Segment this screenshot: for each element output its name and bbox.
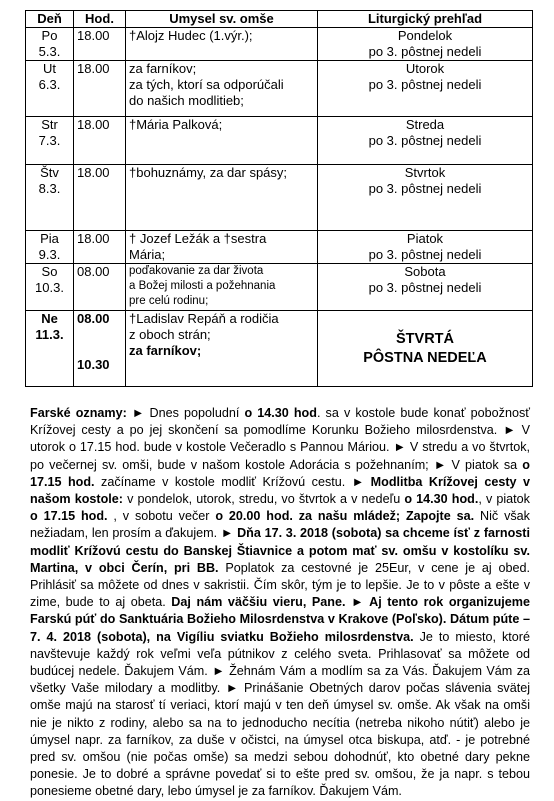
notice-segment: o 20.00 hod. za našu mládež; Zapojte sa. bbox=[215, 509, 475, 524]
day-name: Ne bbox=[41, 311, 58, 326]
intent-line: †bohuznámy, za dar spásy; bbox=[129, 165, 288, 180]
intent-line: za farníkov; bbox=[129, 61, 197, 76]
day-cell bbox=[26, 231, 74, 264]
notice-segment: začíname v kostole modliť Krížovú cestu. ► bbox=[94, 474, 371, 489]
day-cell bbox=[26, 28, 74, 61]
liturgical-day: Utorok bbox=[405, 61, 445, 76]
table-row bbox=[26, 165, 533, 231]
notice-segment: Farské oznamy: bbox=[30, 406, 127, 420]
day-date: 7.3. bbox=[38, 133, 61, 148]
notice-segment: , v piatok bbox=[478, 492, 530, 507]
notice-segment: Dňa 17. 3. 2018 (sobota) sa chceme ísť z farnosti modliť Krížovú cestu do Banskej Štiavnice a potom mať sv. omšu v kostolíku sv. Martina, v obci Čerín, pri BB. bbox=[30, 526, 531, 575]
notice-segment: o 17.15 hod. bbox=[30, 509, 108, 524]
notice-segment: Poplatok za cestovné je 25Eur, v cene je aj obed. Prihlásiť sa môžete od dnes v sakristii. Čím skôr, tým je to lepšie. Je to v pôste a ešte v zime, bude to aj obeta. bbox=[30, 560, 530, 610]
day-date: 5.3. bbox=[38, 44, 61, 59]
intent-cell bbox=[126, 117, 318, 165]
time-cell bbox=[74, 311, 126, 387]
notice-segment: , v sobotu večer bbox=[107, 509, 216, 524]
mass-schedule-table bbox=[25, 10, 533, 387]
intent-line: z oboch strán; bbox=[129, 327, 211, 342]
day-name: So bbox=[41, 264, 58, 279]
day-name: Štv bbox=[40, 165, 59, 180]
intent-line: do našich modlitieb; bbox=[129, 93, 244, 108]
day-name: Str bbox=[41, 117, 58, 132]
time-cell: 08.00 bbox=[74, 264, 126, 311]
notice-segment: . sa v kostole bude konať pobožnosť Krížovej cesty a po jej skončení sa pomodlíme Korunku Božieho milosrdenstva. ► V utorok o 17.15 hod. bude v kostole Večeradlo s Pannou Máriou. ► V stredu a vo štvrtok, po večernej sv. omši, bude v našom kostole Adorácia s požehnaním; ► V piatok sa bbox=[30, 406, 530, 472]
header-intent: Umysel sv. omše bbox=[126, 11, 318, 28]
notice-segment: Nič však nežiadam, len prosím a ďakujem. ► bbox=[30, 509, 530, 541]
intent-cell bbox=[126, 231, 318, 264]
notice-segment: v pondelok, utorok, stredu, vo štvrtok a v nedeľu bbox=[122, 492, 405, 507]
liturgical-cell bbox=[318, 311, 533, 387]
intent-line: za farníkov; bbox=[129, 343, 202, 358]
time-cell: 18.00 bbox=[74, 28, 126, 61]
time-cell: 18.00 bbox=[74, 165, 126, 231]
day-cell bbox=[26, 311, 74, 387]
table-row bbox=[26, 311, 533, 387]
intent-cell bbox=[126, 165, 318, 231]
notice-segment: ► bbox=[345, 595, 370, 610]
liturgical-note: po 3. pôstnej nedeli bbox=[368, 280, 482, 295]
sunday-subtitle: PÔSTNA NEDEĽA bbox=[363, 349, 487, 366]
liturgical-note: po 3. pôstnej nedeli bbox=[368, 77, 482, 92]
liturgical-cell bbox=[318, 165, 533, 231]
parish-announcements bbox=[30, 405, 530, 801]
intent-cell bbox=[126, 311, 318, 387]
day-date: 9.3. bbox=[38, 247, 61, 262]
liturgical-day: Piatok bbox=[406, 231, 444, 246]
table-row bbox=[26, 231, 533, 264]
intent-cell bbox=[126, 264, 318, 311]
sunday-title: ŠTVRTÁ bbox=[396, 330, 454, 347]
header-liturgical: Liturgický prehľad bbox=[318, 11, 533, 28]
notice-segment: o 17.15 hod. bbox=[30, 457, 530, 489]
time-first: 08.00 bbox=[77, 311, 110, 326]
liturgical-day: Pondelok bbox=[397, 28, 453, 43]
intent-line: Mária; bbox=[129, 247, 166, 262]
intent-line: †Ladislav Repáň a rodičia bbox=[129, 311, 279, 326]
intent-cell bbox=[126, 61, 318, 117]
table-row bbox=[26, 61, 533, 117]
table-row bbox=[26, 264, 533, 311]
time-cell: 18.00 bbox=[74, 61, 126, 117]
day-name: Po bbox=[41, 28, 58, 43]
liturgical-note: po 3. pôstnej nedeli bbox=[368, 133, 482, 148]
notice-segment: Aj tento rok organizujeme Farskú púť do Sanktuária Božieho Milosrdenstva v Krakove (Poľsko). Dátum púte – 7. 4. 2018 (sobota), na Vigíliu sviatku Božieho milosrdenstva. bbox=[30, 595, 530, 644]
liturgical-cell bbox=[318, 117, 533, 165]
liturgical-cell bbox=[318, 28, 533, 61]
table-row bbox=[26, 117, 533, 165]
liturgical-note: po 3. pôstnej nedeli bbox=[368, 181, 482, 196]
day-name: Pia bbox=[40, 231, 59, 246]
day-cell bbox=[26, 61, 74, 117]
intent-line: a Božej milosti a požehnania bbox=[129, 280, 276, 292]
liturgical-cell bbox=[318, 264, 533, 311]
intent-line: †Mária Palková; bbox=[129, 117, 223, 132]
day-cell bbox=[26, 165, 74, 231]
intent-line: poďakovanie za dar života bbox=[129, 265, 264, 277]
liturgical-note: po 3. pôstnej nedeli bbox=[368, 44, 482, 59]
time-cell: 18.00 bbox=[74, 117, 126, 165]
time-second: 10.30 bbox=[77, 357, 110, 372]
day-date: 10.3. bbox=[35, 280, 64, 295]
header-day: Deň bbox=[26, 11, 74, 28]
notice-segment: Je to miesto, ktoré navštevuje každý rok veľmi veľa pútnikov z celého sveta. Prihlasovať sa môžete od budúcej nedele. Ďakujem Vám. ► Žehnám Vám a modlím sa za Vás. Ďakujem Vám za všetky Vaše milodary a modlitby. ► Prinášanie Obetných darov počas slávenia svätej omše majú na starosť tí veriaci, ktorí majú v ten deň úmysel sv. omše. Ak však na omši nie je nikto z rodiny, alebo sa na to jednoducho necítia (netreba nikoho nútiť) alebo je úmysel napr. za farníkov, za duše v očistci, na úmysel otca biskupa, atď. - je potrebné pred sv. omšou (nie počas omše) sa medzi sebou dohodnúť, kto obetné dary pekne ponesie. Je to dobré a správne povedať si to ešte pred sv. omšou, že ja napr. s tebou ponesieme obetné dary, lebo úmysel je za farníkov. Ďakujem Vám. bbox=[30, 629, 530, 799]
header-hour: Hod. bbox=[74, 11, 126, 28]
intent-line: za tých, ktorí sa odporúčali bbox=[129, 77, 284, 92]
time-cell: 18.00 bbox=[74, 231, 126, 264]
day-name: Ut bbox=[43, 61, 56, 76]
notice-segment: Modlitba Krížovej cesty v našom kostole: bbox=[30, 474, 530, 507]
intent-line: † Jozef Ležák a †sestra bbox=[129, 231, 267, 246]
intent-line: pre celú rodinu; bbox=[129, 295, 209, 307]
liturgical-note: po 3. pôstnej nedeli bbox=[368, 247, 482, 262]
intent-line: †Alojz Hudec (1.výr.); bbox=[129, 28, 253, 43]
notice-segment: o 14.30 hod. bbox=[404, 492, 479, 507]
liturgical-cell bbox=[318, 61, 533, 117]
day-date: 8.3. bbox=[38, 181, 61, 196]
liturgical-day: Sobota bbox=[404, 264, 446, 279]
notice-segment: Daj nám väčšiu vieru, Pane. bbox=[171, 595, 346, 610]
day-date: 11.3. bbox=[35, 327, 64, 342]
day-cell bbox=[26, 264, 74, 311]
day-date: 6.3. bbox=[38, 77, 61, 92]
table-header-row bbox=[26, 11, 533, 28]
notice-segment: ► Dnes popoludní bbox=[126, 406, 245, 420]
intent-cell bbox=[126, 28, 318, 61]
notice-segment: o 14.30 hod bbox=[244, 406, 317, 420]
liturgical-day: Streda bbox=[405, 117, 445, 132]
liturgical-cell bbox=[318, 231, 533, 264]
liturgical-day: Stvrtok bbox=[404, 165, 446, 180]
table-row bbox=[26, 28, 533, 61]
day-cell bbox=[26, 117, 74, 165]
